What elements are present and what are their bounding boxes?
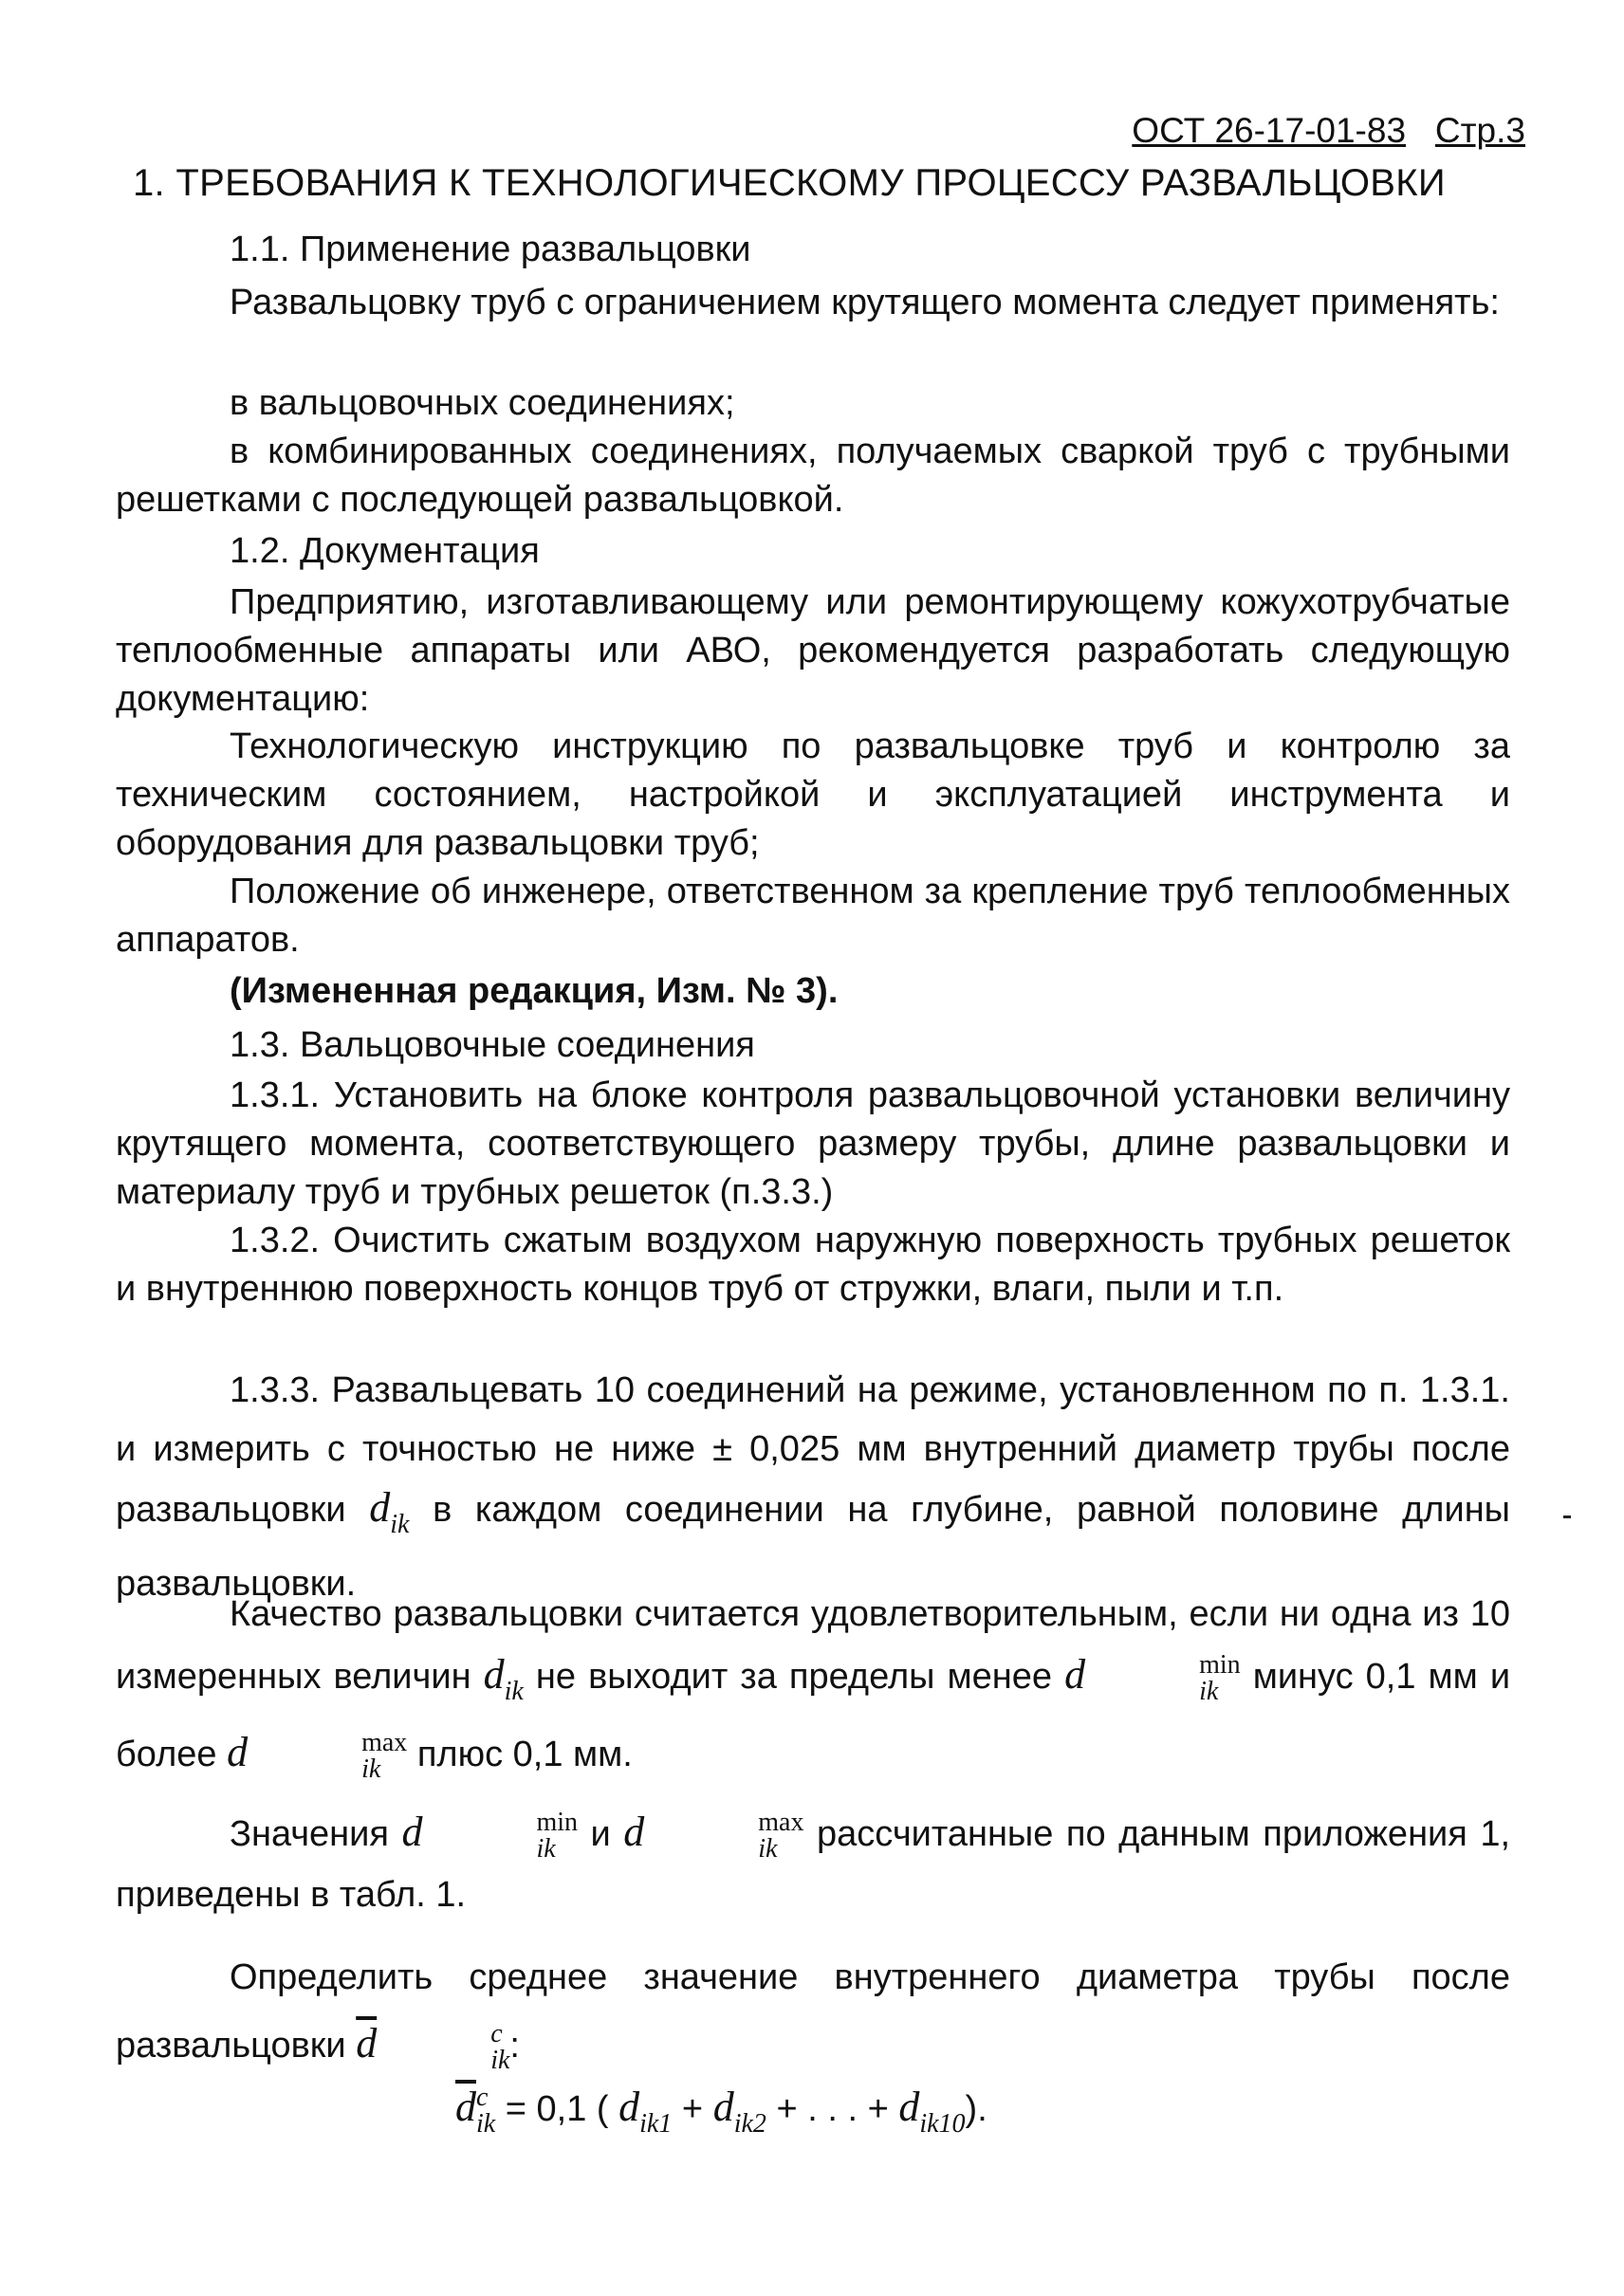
- change-note: (Измененная редакция, Изм. № 3).: [230, 971, 839, 1011]
- page-header: [1132, 106, 1525, 155]
- formula-values-min: d min ik: [401, 1807, 579, 1864]
- para-values: Значения d min ik и d max ik рассчитанные по данным приложения 1, приведены в табл. 1.: [116, 1807, 1511, 1915]
- mean-diameter-equation: $\overline{d}$ c ik = 0,1 ( $d_{ik1} + d_{ik2}$ + . . . + $d_{ik10}$).: [455, 2082, 987, 2139]
- para-1-2-instruction: Технологическую инструкцию по развальцовке труб и контролю за техническим состоянием, настройкой и эксплуатацией инструмента и оборудования для развальцовки труб;: [116, 726, 1510, 863]
- formula-d-ik-max: d max ik: [227, 1727, 408, 1784]
- para-1-3-2: 1.3.2. Очистить сжатым воздухом наружную поверхность трубных решеток и внутреннюю поверхность концов труб от стружки, влаги, пыли и т.п.: [116, 1221, 1510, 1309]
- para-1-1-intro: Развальцовку труб с ограничением крутящего момента следует применять:: [230, 283, 1500, 322]
- formula-d-ik-min: d min ik: [1064, 1649, 1241, 1706]
- section-title: 1. ТРЕБОВАНИЯ К ТЕХНОЛОГИЧЕСКОМУ ПРОЦЕССУ РАЗВАЛЬЦОВКИ: [133, 162, 1446, 204]
- formula-mean-symbol: $\overline{d}$ c ik: [356, 2018, 510, 2075]
- para-quality: Качество развальцовки считается удовлетворительным, если ни одна из 10 измеренных величин $d_{ik}$ не выходит за пределы менее d min ik минус 0,1 мм и более d max ik плюс 0,1 мм.: [116, 1594, 1511, 1784]
- para-1-2-intro: Предприятию, изготавливающему или ремонтирующему кожухотрубчатые теплообменные аппараты или АВО, рекомендуется разработать следующую документацию:: [116, 582, 1510, 719]
- heading-1-2: 1.2. Документация: [230, 531, 540, 571]
- list-item-1: в вальцовочных соединениях;: [230, 383, 735, 423]
- list-item-2: в комбинированных соединениях, получаемых сваркой труб с трубными решетками с последующей развальцовкой.: [116, 432, 1510, 520]
- para-1-3-3: 1.3.3. Развальцевать 10 соединений на режиме, установленном по п. 1.3.1. и измерить с точностью не ниже ± 0,025 мм внутренний диаметр трубы после развальцовки $d_{ik}$ в каждом соединении на глубине, равной половине длины развальцовки.: [116, 1370, 1510, 1604]
- heading-1-3: 1.3. Вальцовочные соединения: [230, 1025, 755, 1065]
- heading-1-1: 1.1. Применение развальцовки: [230, 230, 751, 269]
- margin-mark: [1563, 1515, 1571, 1518]
- para-1-3-1: 1.3.1. Установить на блоке контроля развальцовочной установки величину крутящего момента, соответствующего размеру трубы, длине развальцовки и материалу труб и трубных решеток (п.3.3.): [116, 1075, 1510, 1212]
- doc-code: ОСТ 26-17-01-83: [1132, 111, 1407, 150]
- para-mean: Определить среднее значение внутреннего диаметра трубы после развальцовки $\overline{d}$ c ik :: [116, 1957, 1510, 2075]
- formula-d-ik: $d_{ik}$: [369, 1484, 410, 1539]
- formula-d-ik-measured: $d_{ik}$: [483, 1651, 524, 1706]
- formula-values-max: d max ik: [623, 1807, 804, 1864]
- para-1-2-regulation: Положение об инженере, ответственном за крепление труб теплообменных аппаратов.: [116, 872, 1510, 960]
- page-number: Стр.3: [1434, 111, 1525, 150]
